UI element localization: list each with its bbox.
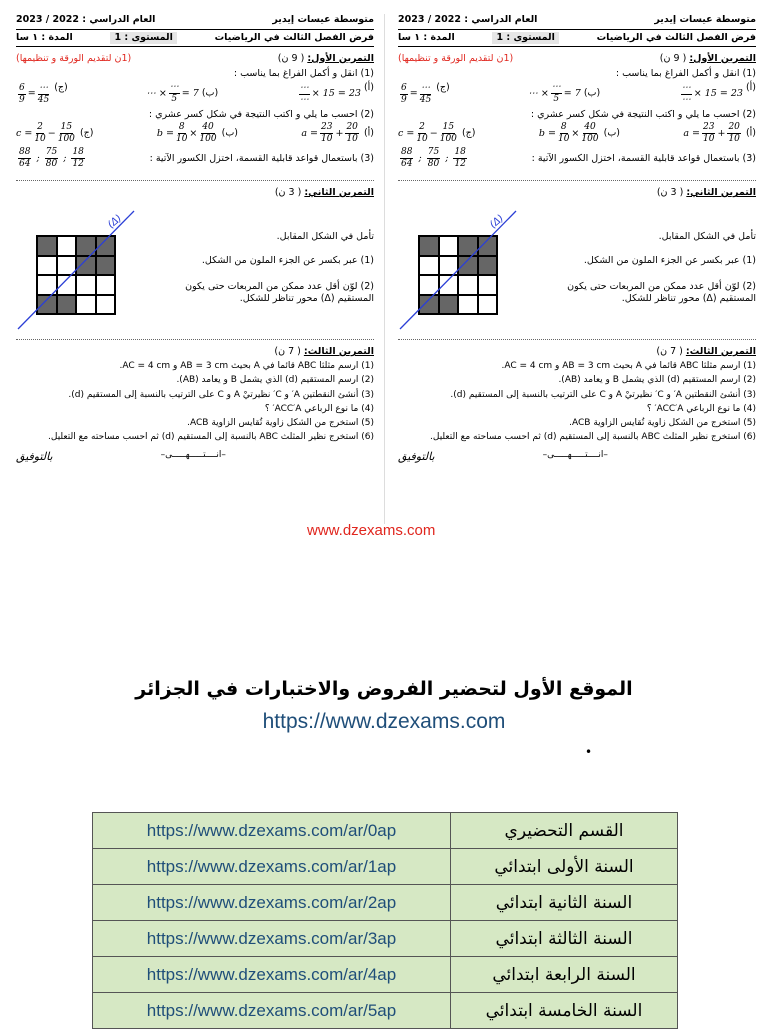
ex2-question-2: (2) لوّن أقل عدد ممكن من المربعات حتى يكون المستقيم (Δ) محور تناظر للشكل.: [185, 281, 374, 304]
exercise-2-header: [398, 187, 756, 199]
exam-level: المستوى : 1: [492, 32, 558, 44]
grade-link[interactable]: https://www.dzexams.com/ar/0ap: [93, 813, 451, 849]
grade-link[interactable]: https://www.dzexams.com/ar/1ap: [93, 849, 451, 885]
table-row: [93, 849, 678, 885]
exercise-1-points: ( 9 ن): [277, 52, 305, 64]
ex1-question-1: (1) انقل و أكمل الفراغ بما يناسب :: [615, 67, 756, 79]
exam-sheet-left: [16, 14, 374, 532]
exam-subheader: [398, 29, 756, 47]
end-mark: –انــــتـــــهـــــى–: [542, 449, 608, 460]
ex3-question-3: (3) أنشئ النقطتين A′ و C′ نظيرتيْ A و C على الترتيب بالنسبة إلى المستقيم (d).: [68, 389, 374, 400]
exam-header: [16, 14, 374, 26]
exam-title: فرض الفصل الثالث في الرياضيات: [596, 31, 756, 43]
ex3-question-6: (6) استخرج نظير المثلث ABC بالنسبة إلى المستقيم (d) ثم احسب مساحته مع التعليل.: [430, 432, 756, 443]
symmetry-axis: [16, 203, 146, 333]
exercise-2-points: ( 3 ن): [656, 187, 684, 199]
site-headline: الموقع الأول لتحضير الفروض والاختبارات في الجزائر: [135, 678, 633, 700]
bullet-dot: •: [585, 745, 593, 759]
exercise-1-points: ( 9 ن): [659, 52, 687, 64]
exam-duration: المدة : ١ سا: [398, 31, 455, 43]
ex1-question-3: (3) باستعمال قواعد قابلية القسمة، اختزل الكسور الآتية : $\frac{88}{64}$ ; $\frac{75}{80}$ ; $\frac{18}{12}$: [19, 147, 374, 170]
ex1-q1-items: [398, 82, 756, 106]
site-banner: [0, 678, 768, 734]
divider-line: [398, 333, 756, 340]
ex3-question-3: (3) أنشئ النقطتين A′ و C′ نظيرتيْ A و C على الترتيب بالنسبة إلى المستقيم (d).: [450, 389, 756, 400]
ex3-question-2: (2) ارسم المستقيم (d) الذي يشمل B و يعامد (AB).: [176, 375, 374, 386]
ex3-question-6: (6) استخرج نظير المثلث ABC بالنسبة إلى المستقيم (d) ثم احسب مساحته مع التعليل.: [48, 432, 374, 443]
exercise-1-title: التمرين الأول:: [307, 52, 374, 64]
exam-footer: [398, 450, 756, 464]
table-row: [93, 813, 678, 849]
table-row: [93, 993, 678, 1029]
school-year: العام الدراسي : 2022 / 2023: [398, 14, 538, 25]
exercise-1-header: [398, 53, 756, 65]
exercise-3-title: التمرين الثالث:: [303, 346, 374, 358]
exercise-2-points: ( 3 ن): [274, 187, 302, 199]
divider-line: [16, 174, 374, 181]
ex1-question-1: (1) انقل و أكمل الفراغ بما يناسب :: [233, 67, 374, 79]
exercise-3-title: التمرين الثالث:: [685, 346, 756, 358]
ex3-question-1: (1) ارسم مثلثا ABC قائما في A بحيث AB = 3 cm و AC = 4 cm.: [119, 361, 374, 372]
axis-label: (Δ): [105, 213, 125, 232]
ex3-question-5: (5) استخرج من الشكل زاوية تُقايس الزاوية ACB.: [569, 418, 756, 429]
ex1-q2-a: (أ) a = $\frac{23}{10}$ + $\frac{20}{10}$: [301, 122, 374, 145]
exercise-3-header: [16, 346, 374, 358]
ex3-question-5: (5) استخرج من الشكل زاوية تُقايس الزاوية ACB.: [187, 418, 374, 429]
ex1-q2-c: (ج) c = $\frac{2}{10}$ − $\frac{15}{100}$: [16, 122, 94, 145]
grade-label: القسم التحضيري: [451, 813, 678, 849]
signature-stamp: بالتوفيق: [16, 449, 53, 463]
ex1-q1-b: (ب) ⋯ × $\frac{\cdots}{5}$ = 7: [528, 82, 601, 104]
table-row: [93, 885, 678, 921]
grade-label: السنة الثانية ابتدائي: [451, 885, 678, 921]
ex1-q2-items: [16, 122, 374, 145]
ex1-q1-c: (ج) $\frac{6}{9}$ = $\frac{\cdots}{45}$: [19, 81, 68, 105]
grade-link[interactable]: https://www.dzexams.com/ar/3ap: [93, 921, 451, 957]
school-name: متوسطة عيسات إيدير: [272, 14, 374, 25]
exam-level: المستوى : 1: [110, 32, 176, 44]
ex1-q2-b: (ب) b = $\frac{8}{10}$ × $\frac{40}{100}$: [156, 122, 238, 145]
ex1-q1-a: (أ) $\frac{\cdots}{\cdots}$ × 15 = 23: [299, 81, 374, 105]
ex1-q1-a: (أ) $\frac{\cdots}{\cdots}$ × 15 = 23: [681, 81, 756, 105]
exam-duration: المدة : ١ سا: [16, 31, 73, 43]
ex1-q2-b: (ب) b = $\frac{8}{10}$ × $\frac{40}{100}$: [538, 122, 620, 145]
exam-footer: [16, 450, 374, 464]
axis-label: (Δ): [487, 213, 507, 232]
ex1-q2-c: (ج) c = $\frac{2}{10}$ − $\frac{15}{100}$: [398, 122, 476, 145]
divider-line: [398, 174, 756, 181]
grade-label: السنة الخامسة ابتدائي: [451, 993, 678, 1029]
end-mark: –انــــتـــــهـــــى–: [160, 449, 226, 460]
ex2-question-1: (1) عبر بكسر عن الجزء الملون من الشكل.: [201, 255, 374, 267]
ex1-q2-a: (أ) a = $\frac{23}{10}$ + $\frac{20}{10}$: [683, 122, 756, 145]
exam-subheader: [16, 29, 374, 47]
ex2-questions: [154, 219, 374, 305]
ex3-question-4: (4) ما نوع الرباعي ACC′A′ ؟: [646, 403, 756, 414]
exam-header: [398, 14, 756, 26]
exercise-1-header: [16, 53, 374, 65]
grade-label: السنة الثالثة ابتدائي: [451, 921, 678, 957]
grade-link[interactable]: https://www.dzexams.com/ar/5ap: [93, 993, 451, 1029]
exercise-3-points: ( 7 ن): [656, 346, 683, 358]
ex1-q1-c: (ج) $\frac{6}{9}$ = $\frac{\cdots}{45}$: [401, 81, 450, 105]
ex1-question-3: (3) باستعمال قواعد قابلية القسمة، اختزل الكسور الآتية : $\frac{88}{64}$ ; $\frac{75}{80}$ ; $\frac{18}{12}$: [401, 147, 756, 170]
grade-label: السنة الرابعة ابتدائي: [451, 957, 678, 993]
ex2-intro: تأمل في الشكل المقابل.: [658, 231, 756, 243]
ex3-question-4: (4) ما نوع الرباعي ACC′A′ ؟: [264, 403, 374, 414]
page-divider: [384, 14, 385, 524]
exam-title: فرض الفصل الثالث في الرياضيات: [214, 31, 374, 43]
school-name: متوسطة عيسات إيدير: [654, 14, 756, 25]
watermark[interactable]: www.dzexams.com: [307, 522, 436, 539]
grade-label: السنة الأولى ابتدائي: [451, 849, 678, 885]
ex1-question-2: (2) احسب ما يلي و اكتب النتيجة في شكل كسر عشري :: [148, 108, 374, 120]
grade-link[interactable]: https://www.dzexams.com/ar/2ap: [93, 885, 451, 921]
site-url[interactable]: https://www.dzexams.com: [262, 710, 506, 733]
grade-links-table: [92, 812, 678, 1029]
ex2-figure-block: [398, 199, 756, 329]
exercise-2-header: [16, 187, 374, 199]
grade-link[interactable]: https://www.dzexams.com/ar/4ap: [93, 957, 451, 993]
presentation-note: (1ن لتقديم الورقة و تنظيمها): [398, 52, 514, 64]
ex2-questions: [536, 219, 756, 305]
ex2-figure-block: [16, 199, 374, 329]
table-row: [93, 957, 678, 993]
signature-stamp: بالتوفيق: [398, 449, 435, 463]
exercise-2-title: التمرين الثاني:: [304, 187, 374, 199]
symmetry-axis: [398, 203, 528, 333]
ex1-q1-b: (ب) ⋯ × $\frac{\cdots}{5}$ = 7: [146, 82, 219, 104]
exam-sheet-right: [398, 14, 756, 532]
ex2-question-2: (2) لوّن أقل عدد ممكن من المربعات حتى يكون المستقيم (Δ) محور تناظر للشكل.: [567, 281, 756, 304]
table-row: [93, 921, 678, 957]
divider-line: [16, 333, 374, 340]
ex3-question-2: (2) ارسم المستقيم (d) الذي يشمل B و يعامد (AB).: [558, 375, 756, 386]
presentation-note: (1ن لتقديم الورقة و تنظيمها): [16, 52, 132, 64]
ex1-q2-items: [398, 122, 756, 145]
school-year: العام الدراسي : 2022 / 2023: [16, 14, 156, 25]
exercise-3-points: ( 7 ن): [274, 346, 301, 358]
ex2-intro: تأمل في الشكل المقابل.: [276, 231, 374, 243]
ex1-question-2: (2) احسب ما يلي و اكتب النتيجة في شكل كسر عشري :: [530, 108, 756, 120]
ex3-question-1: (1) ارسم مثلثا ABC قائما في A بحيث AB = 3 cm و AC = 4 cm.: [501, 361, 756, 372]
exercise-3-header: [398, 346, 756, 358]
ex2-question-1: (1) عبر بكسر عن الجزء الملون من الشكل.: [583, 255, 756, 267]
exercise-2-title: التمرين الثاني:: [686, 187, 756, 199]
ex1-q1-items: [16, 82, 374, 106]
exercise-1-title: التمرين الأول:: [689, 52, 756, 64]
